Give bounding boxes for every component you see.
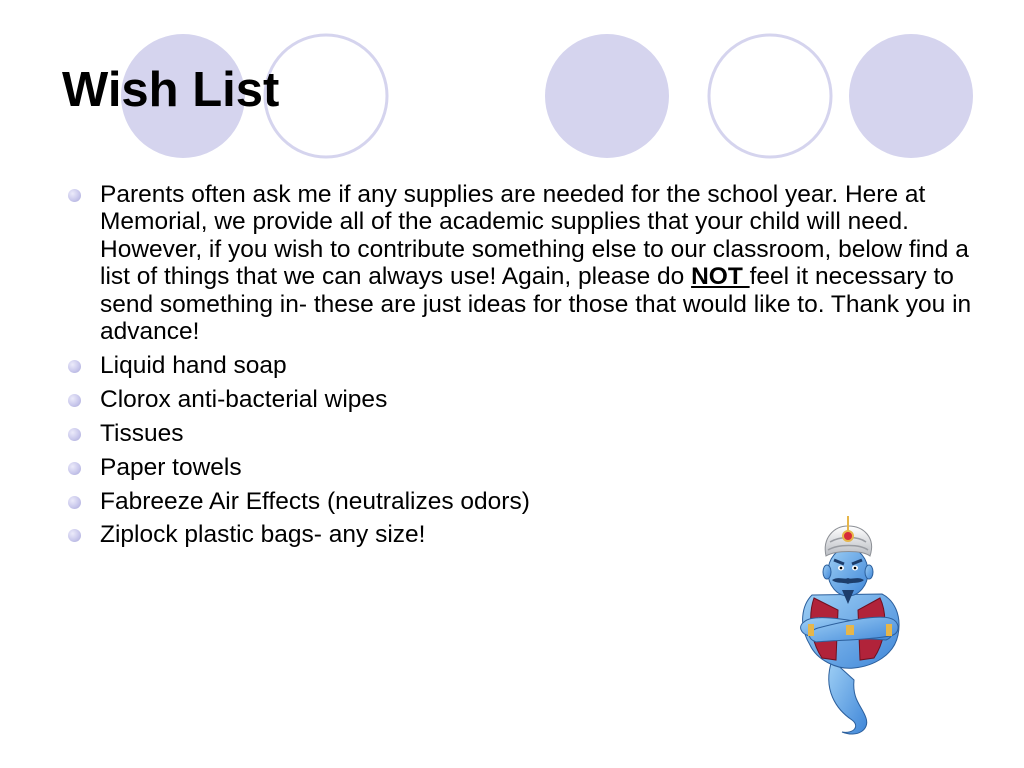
list-item-label: Liquid hand soap — [100, 351, 287, 379]
bullet-icon — [68, 462, 81, 475]
bullet-icon — [68, 428, 81, 441]
list-item-label: Clorox anti-bacterial wipes — [100, 385, 388, 413]
bullet-list — [100, 181, 985, 555]
circle-outline-2 — [709, 35, 831, 157]
slide-title: Wish List — [62, 63, 280, 117]
list-item-label: Fabreeze Air Effects (neutralizes odors) — [100, 487, 530, 515]
intro-emphasis: NOT — [691, 263, 750, 291]
list-item-label: Ziplock plastic bags- any size! — [100, 521, 426, 549]
genie-illustration — [782, 510, 922, 740]
list-item — [100, 352, 985, 379]
intro-text-before: Parents often ask me if any supplies are needed for the school year. Here at Memorial, we provide all of the academic supplies that your child will need. However, if you wish to contribute something else to our classroom, below find a list of things that we can always use! Again, please do — [100, 181, 969, 291]
bullet-icon — [68, 360, 81, 373]
circle-filled-3 — [849, 34, 973, 158]
list-item — [100, 386, 985, 413]
list-item-intro — [100, 181, 985, 345]
bullet-icon — [68, 394, 81, 407]
circle-filled-2 — [545, 34, 669, 158]
bullet-icon — [68, 496, 81, 509]
list-item-label: Paper towels — [100, 453, 242, 481]
bullet-icon — [68, 529, 81, 542]
bullet-icon — [68, 189, 81, 202]
circle-outline-1 — [265, 35, 387, 157]
list-item-label: Tissues — [100, 419, 184, 447]
list-item — [100, 420, 985, 447]
list-item — [100, 454, 985, 481]
intro-text-after: feel it necessary to send something in- these are just ideas for those that would like to. Thank you in advance! — [100, 263, 972, 346]
